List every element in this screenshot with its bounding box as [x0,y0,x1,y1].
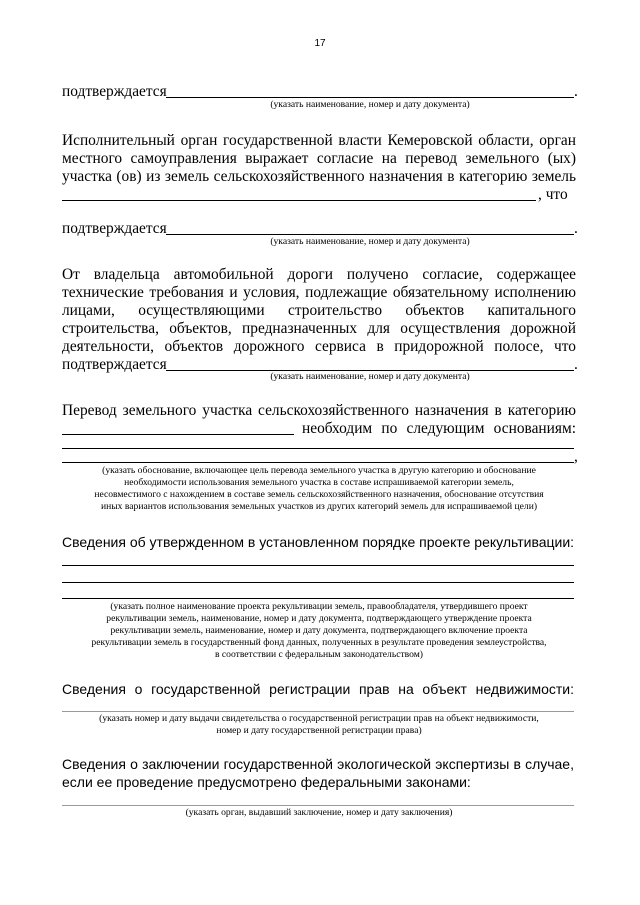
paragraph-line: деятельности, объектов дорожного сервиса в придорожной полосе, что [62,338,576,355]
section-heading: Сведения о заключении государственной экологической экспертизы в случае, [62,756,574,772]
project-field-line[interactable] [62,598,574,599]
field-hint: (указать наименование, номер и дату документа) [270,371,470,382]
registration-field-line[interactable] [62,711,574,712]
section-heading-line: если ее проведение предусмотрено федеральными законами: [62,774,471,790]
paragraph-line: Перевод земельного участка сельскохозяйственного назначения в категорию [62,402,576,419]
field-hint-line: (указать полное наименование проекта рекультивации земель, правообладателя, утвердившего проект [110,601,528,612]
reason-field-line[interactable] [62,462,574,463]
project-field-line[interactable] [62,565,574,566]
paragraph-line-end: необходим по следующим основаниям: [302,420,576,437]
paragraph-line: лицами, осуществляющими строительство объектов капитального [62,302,576,319]
project-field-line[interactable] [62,582,574,583]
paragraph-line: строительства, объектов, предназначенных для осуществления дорожной [62,320,576,337]
category-field-line[interactable] [62,434,294,435]
field-hint-line: рекультивации земель, наименование, номер и дату документа, подтверждающего включение проекта [110,625,528,636]
field-hint-line: рекультивации земель в государственный фонд данных, полученных в результате проведения землеустройства, [91,637,547,648]
section-heading: Сведения о государственной регистрации прав на объект недвижимости: [62,681,574,697]
paragraph-line: От владельца автомобильной дороги получено согласие, содержащее [62,266,576,283]
section-heading: Сведения об утвержденном в установленном порядке проекте рекультивации: [62,534,575,550]
field-hint-line: несовместимого с нахождением в составе земель сельскохозяйственного назначения, обоснование отсутствия [94,489,544,500]
field-hint: (указать орган, выдавший заключение, номер и дату заключения) [185,807,453,818]
field-hint-line: иных вариантов использования земельных участков из других категорий земель для испрашиваемой цели) [100,501,538,512]
category-field-line[interactable] [62,200,536,201]
document-field-line[interactable] [166,234,574,235]
confirmed-label: подтверждается [62,356,167,373]
paragraph-line: технические требования и условия, подлежащие обязательному исполнению [62,284,576,301]
paragraph-line: местного самоуправления выражает согласие на перевод земельного (ых) [62,150,576,167]
period: . [574,83,578,100]
field-hint-line: рекультивации земель, наименование, номер и дату документа, подтверждающего утверждение проекта [106,613,532,624]
page-number: 17 [314,38,326,49]
expertise-field-line[interactable] [62,805,574,806]
period: . [574,356,578,373]
reason-field-line[interactable] [62,448,574,449]
period: . [574,220,578,237]
confirmed-label: подтверждается [62,220,167,237]
document-field-line[interactable] [166,97,574,98]
field-hint-line: (указать номер и дату выдачи свидетельства о государственной регистрации прав на объект недвижимости, [99,713,539,724]
field-hint-line: необходимости использования земельного участка в составе испрашиваемой категории земель, [124,477,514,488]
comma: , [574,448,578,465]
confirmed-label: подтверждается [62,83,167,100]
field-hint: (указать наименование, номер и дату документа) [270,99,470,110]
field-hint-line: (указать обоснование, включающее цель перевода земельного участка в другую категорию и обоснование [102,465,536,476]
paragraph-line-end: , что [538,186,568,203]
paragraph-line: участка (ов) из земель сельскохозяйственного назначения в категорию земель [62,168,576,185]
field-hint: (указать наименование, номер и дату документа) [270,236,470,247]
paragraph-line: Исполнительный орган государственной власти Кемеровской области, орган [62,132,576,149]
field-hint-line: номер и дату государственной регистрации права) [216,725,422,736]
field-hint-line: в соответствии с федеральным законодательством) [214,649,423,660]
